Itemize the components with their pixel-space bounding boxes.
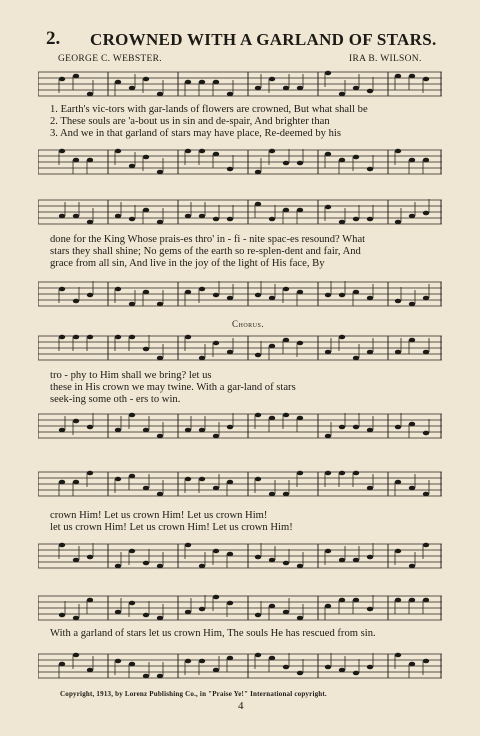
note-head <box>199 356 205 361</box>
note-head <box>297 471 303 476</box>
staff-lines <box>38 650 442 682</box>
note-head <box>143 613 149 618</box>
note-head <box>227 167 233 172</box>
note-head <box>325 549 331 554</box>
note-head <box>87 555 93 560</box>
note-head <box>367 486 373 491</box>
note-head <box>395 74 401 79</box>
note-head <box>227 601 233 606</box>
note-head <box>87 668 93 673</box>
note-head <box>73 616 79 621</box>
note-head <box>339 668 345 673</box>
note-head <box>269 217 275 222</box>
note-head <box>339 558 345 563</box>
copyright-notice: Copyright, 1913, by Lorenz Publishing Co., in "Praise Ye!" International copyright. <box>60 690 327 698</box>
note-head <box>283 610 289 615</box>
note-head <box>73 214 79 219</box>
page-number: 4 <box>238 700 244 712</box>
note-head <box>157 302 163 307</box>
note-head <box>115 610 121 615</box>
note-head <box>73 74 79 79</box>
note-head <box>297 161 303 166</box>
note-head <box>297 564 303 569</box>
note-head <box>213 341 219 346</box>
note-head <box>297 208 303 213</box>
verse-line: done for the King Whose prais-es thro' in - fi - nite spac-es resound? What <box>50 234 366 245</box>
note-head <box>269 416 275 421</box>
note-head <box>395 653 401 658</box>
note-head <box>409 486 415 491</box>
note-head <box>87 598 93 603</box>
note-head <box>157 564 163 569</box>
note-head <box>59 335 65 340</box>
staff-lines <box>38 468 442 500</box>
note-head <box>199 214 205 219</box>
note-head <box>213 152 219 157</box>
note-head <box>395 480 401 485</box>
note-head <box>129 86 135 91</box>
note-head <box>423 77 429 82</box>
note-head <box>143 347 149 352</box>
note-head <box>339 425 345 430</box>
note-head <box>115 80 121 85</box>
note-head <box>129 474 135 479</box>
note-head <box>73 299 79 304</box>
note-head <box>157 92 163 97</box>
note-head <box>213 217 219 222</box>
note-head <box>59 428 65 433</box>
note-head <box>283 287 289 292</box>
note-head <box>143 561 149 566</box>
note-head <box>423 543 429 548</box>
note-head <box>227 656 233 661</box>
staff-lines <box>38 278 442 310</box>
note-head <box>129 217 135 222</box>
note-head <box>73 419 79 424</box>
note-head <box>59 214 65 219</box>
note-head <box>213 293 219 298</box>
note-head <box>199 80 205 85</box>
note-head <box>115 149 121 154</box>
note-head <box>395 425 401 430</box>
note-head <box>283 665 289 670</box>
note-head <box>255 353 261 358</box>
note-head <box>409 302 415 307</box>
note-head <box>73 480 79 485</box>
staff-lines <box>38 592 442 624</box>
treble-staff-3 <box>38 332 442 364</box>
bass-staff-2 <box>38 278 442 310</box>
note-head <box>339 92 345 97</box>
note-head <box>227 480 233 485</box>
note-head <box>269 149 275 154</box>
note-head <box>157 220 163 225</box>
note-head <box>129 164 135 169</box>
chorus-line: With a garland of stars let us crown Him, The souls He has rescued from sin. <box>50 628 376 639</box>
note-head <box>185 335 191 340</box>
note-head <box>213 549 219 554</box>
note-head <box>339 220 345 225</box>
note-head <box>325 293 331 298</box>
chorus-line: crown Him! Let us crown Him! Let us crown Him! <box>50 510 268 521</box>
note-head <box>409 598 415 603</box>
note-head <box>185 80 191 85</box>
note-head <box>395 549 401 554</box>
note-head <box>367 296 373 301</box>
note-head <box>185 149 191 154</box>
chorus-label: Chorus. <box>232 319 265 329</box>
note-head <box>129 601 135 606</box>
note-head <box>255 653 261 658</box>
note-head <box>199 659 205 664</box>
note-head <box>129 662 135 667</box>
note-head <box>143 674 149 679</box>
note-head <box>297 671 303 676</box>
note-head <box>283 161 289 166</box>
note-head <box>143 155 149 160</box>
note-head <box>269 492 275 497</box>
note-head <box>283 561 289 566</box>
note-head <box>73 558 79 563</box>
note-head <box>115 477 121 482</box>
note-head <box>129 549 135 554</box>
note-head <box>325 604 331 609</box>
note-head <box>59 662 65 667</box>
note-head <box>157 170 163 175</box>
note-head <box>395 598 401 603</box>
note-head <box>325 665 331 670</box>
note-head <box>353 598 359 603</box>
note-head <box>297 416 303 421</box>
note-head <box>423 350 429 355</box>
note-head <box>199 564 205 569</box>
note-head <box>367 217 373 222</box>
note-head <box>87 425 93 430</box>
staff-lines <box>38 410 442 442</box>
treble-staff-1 <box>38 68 442 100</box>
note-head <box>115 564 121 569</box>
note-head <box>213 80 219 85</box>
note-head <box>339 158 345 163</box>
verse-line: these in His crown we may twine. With a gar-land of stars <box>50 382 296 393</box>
note-head <box>59 77 65 82</box>
note-head <box>423 158 429 163</box>
note-head <box>339 293 345 298</box>
note-head <box>367 555 373 560</box>
chorus-line: let us crown Him! Let us crown Him! Let us crown Him! <box>50 522 293 533</box>
note-head <box>353 558 359 563</box>
note-head <box>297 86 303 91</box>
note-head <box>87 335 93 340</box>
note-head <box>199 149 205 154</box>
note-head <box>199 607 205 612</box>
note-head <box>423 659 429 664</box>
note-head <box>255 555 261 560</box>
note-head <box>353 356 359 361</box>
note-head <box>59 613 65 618</box>
staff-lines <box>38 332 442 364</box>
note-head <box>353 425 359 430</box>
note-head <box>283 86 289 91</box>
note-head <box>227 425 233 430</box>
note-head <box>367 665 373 670</box>
note-head <box>115 335 121 340</box>
note-head <box>353 290 359 295</box>
hymn-title: CROWNED WITH A GARLAND OF STARS. <box>90 30 437 49</box>
note-head <box>199 477 205 482</box>
note-head <box>73 335 79 340</box>
note-head <box>255 413 261 418</box>
treble-staff-4 <box>38 468 442 500</box>
note-head <box>87 158 93 163</box>
note-head <box>185 214 191 219</box>
note-head <box>73 158 79 163</box>
composer-credit: IRA B. WILSON. <box>349 54 422 64</box>
note-head <box>129 302 135 307</box>
note-head <box>395 299 401 304</box>
treble-staff-5 <box>38 592 442 624</box>
note-head <box>157 616 163 621</box>
note-head <box>325 471 331 476</box>
note-head <box>297 616 303 621</box>
note-head <box>115 214 121 219</box>
bass-staff-1 <box>38 146 442 178</box>
note-head <box>255 477 261 482</box>
note-head <box>353 155 359 160</box>
note-head <box>185 659 191 664</box>
note-head <box>143 486 149 491</box>
note-head <box>185 610 191 615</box>
verse-line: seek-ing some oth - ers to win. <box>50 394 181 405</box>
note-head <box>255 86 261 91</box>
note-head <box>59 149 65 154</box>
note-head <box>199 287 205 292</box>
verse-line: 3. And we in that garland of stars may have place, Re-deemed by his <box>50 128 341 139</box>
note-head <box>409 338 415 343</box>
note-head <box>353 86 359 91</box>
note-head <box>157 674 163 679</box>
note-head <box>269 604 275 609</box>
note-head <box>269 344 275 349</box>
note-head <box>395 149 401 154</box>
note-head <box>325 71 331 76</box>
note-head <box>87 220 93 225</box>
note-head <box>409 74 415 79</box>
note-head <box>423 296 429 301</box>
staff-lines <box>38 146 442 178</box>
verse-line: 1. Earth's vic-tors with gar-lands of flowers are crowned, But what shall be <box>50 104 368 115</box>
note-head <box>227 92 233 97</box>
note-head <box>185 428 191 433</box>
note-head <box>269 77 275 82</box>
lyricist-credit: GEORGE C. WEBSTER. <box>58 54 162 64</box>
note-head <box>213 668 219 673</box>
treble-staff-2 <box>38 196 442 228</box>
note-head <box>423 431 429 436</box>
note-head <box>143 290 149 295</box>
note-head <box>423 211 429 216</box>
note-head <box>339 335 345 340</box>
note-head <box>269 296 275 301</box>
note-head <box>367 89 373 94</box>
note-head <box>115 287 121 292</box>
note-head <box>367 167 373 172</box>
note-head <box>269 656 275 661</box>
note-head <box>297 290 303 295</box>
note-head <box>409 564 415 569</box>
note-head <box>255 170 261 175</box>
note-head <box>367 350 373 355</box>
note-head <box>283 338 289 343</box>
note-head <box>283 492 289 497</box>
note-head <box>423 492 429 497</box>
verse-line: grace from all sin, And live in the joy of the light of His face, By <box>50 258 325 269</box>
note-head <box>353 471 359 476</box>
note-head <box>129 413 135 418</box>
note-head <box>185 477 191 482</box>
note-head <box>87 293 93 298</box>
note-head <box>367 428 373 433</box>
note-head <box>129 335 135 340</box>
bass-staff-3 <box>38 410 442 442</box>
note-head <box>143 77 149 82</box>
note-head <box>353 671 359 676</box>
note-head <box>255 293 261 298</box>
note-head <box>255 613 261 618</box>
note-head <box>157 356 163 361</box>
note-head <box>143 208 149 213</box>
note-head <box>213 486 219 491</box>
note-head <box>59 287 65 292</box>
note-head <box>59 480 65 485</box>
note-head <box>409 422 415 427</box>
staff-lines <box>38 68 442 100</box>
note-head <box>227 217 233 222</box>
note-head <box>367 607 373 612</box>
note-head <box>213 434 219 439</box>
note-head <box>157 492 163 497</box>
note-head <box>199 428 205 433</box>
note-head <box>115 659 121 664</box>
note-head <box>227 552 233 557</box>
note-head <box>325 152 331 157</box>
note-head <box>185 290 191 295</box>
hymn-number: 2. <box>46 28 61 49</box>
note-head <box>325 350 331 355</box>
note-head <box>353 217 359 222</box>
note-head <box>59 543 65 548</box>
note-head <box>87 471 93 476</box>
verse-line: tro - phy to Him shall we bring? let us <box>50 370 212 381</box>
note-head <box>269 558 275 563</box>
note-head <box>283 208 289 213</box>
note-head <box>185 543 191 548</box>
verse-line: 2. These souls are 'a-bout us in sin and de-spair, And brighter than <box>50 116 330 127</box>
note-head <box>227 350 233 355</box>
note-head <box>409 214 415 219</box>
staff-lines <box>38 540 442 572</box>
note-head <box>143 428 149 433</box>
verse-line: stars they shall shine; No gems of the earth so re-splen-dent and fair, And <box>50 246 361 257</box>
note-head <box>73 653 79 658</box>
bass-staff-4 <box>38 540 442 572</box>
note-head <box>423 598 429 603</box>
note-head <box>115 428 121 433</box>
note-head <box>213 595 219 600</box>
note-head <box>297 341 303 346</box>
note-head <box>255 202 261 207</box>
note-head <box>87 92 93 97</box>
note-head <box>395 350 401 355</box>
note-head <box>325 434 331 439</box>
note-head <box>409 158 415 163</box>
note-head <box>395 220 401 225</box>
note-head <box>409 662 415 667</box>
note-head <box>157 434 163 439</box>
note-head <box>227 296 233 301</box>
note-head <box>283 413 289 418</box>
bass-staff-5 <box>38 650 442 682</box>
staff-lines <box>38 196 442 228</box>
note-head <box>339 471 345 476</box>
note-head <box>325 205 331 210</box>
note-head <box>339 598 345 603</box>
